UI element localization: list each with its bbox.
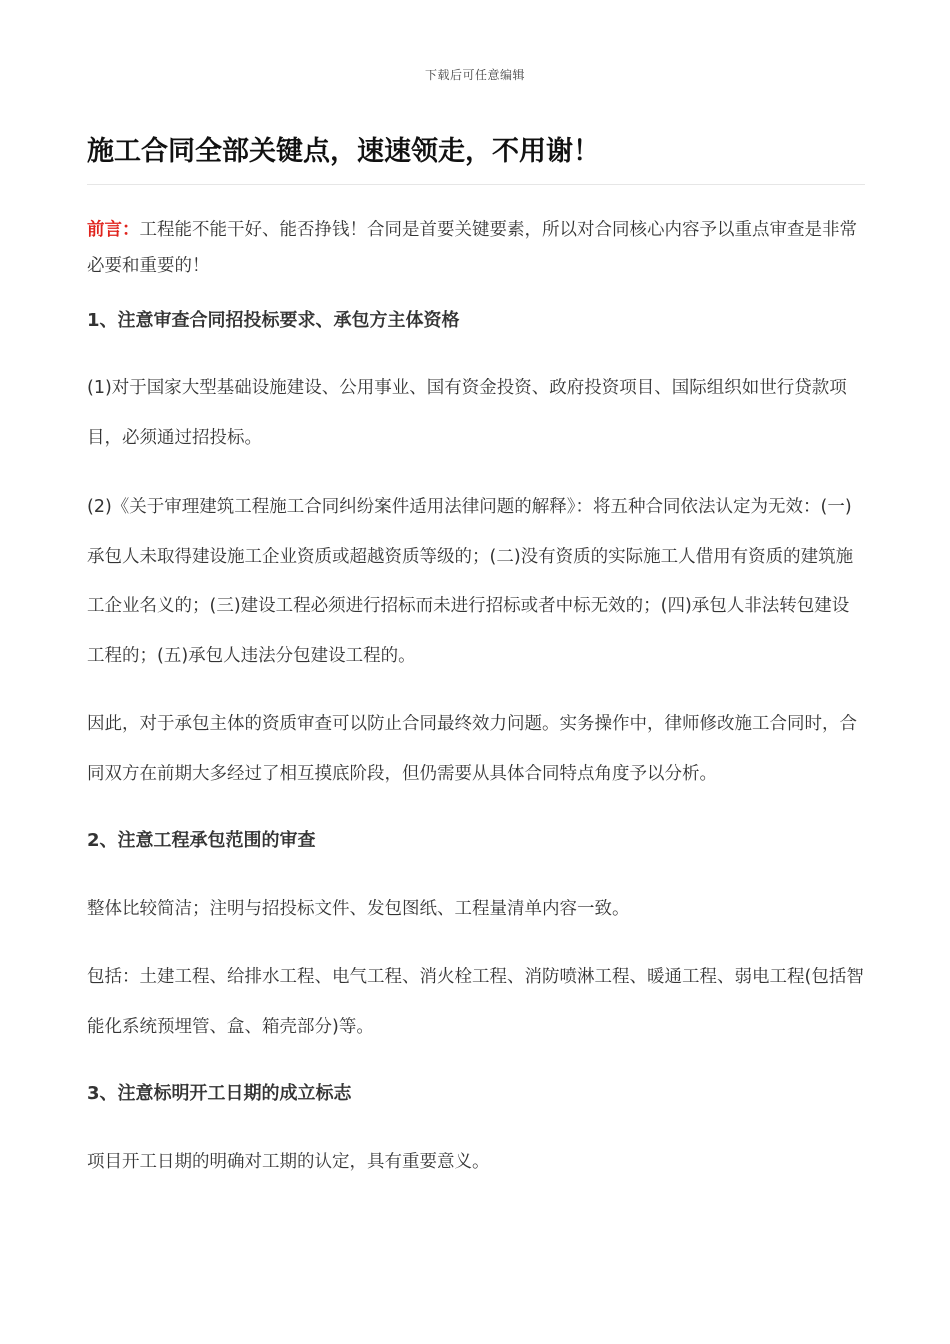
section-1-paragraph-1: (1)对于国家大型基础设施建设、公用事业、国有资金投资、政府投资项目、国际组织如世行贷款项目，必须通过招投标。: [87, 378, 847, 448]
section-3-paragraph-1: 项目开工日期的明确对工期的认定，具有重要意义。: [87, 1152, 490, 1172]
preface-text: 工程能不能干好、能否挣钱！合同是首要关键要素，所以对合同核心内容予以重点审查是非常必要和重要的！: [87, 220, 857, 276]
section-1-paragraph-2: (2)《关于审理建筑工程施工合同纠纷案件适用法律问题的解释》：将五种合同依法认定为无效：(一)承包人未取得建设施工企业资质或超越资质等级的；(二)没有资质的实际施工人借用有资质的建筑施工企业名义的；(三)建设工程必须进行招标而未进行招标或者中标无效的；(四)承包人非法转包建设工程的；(五)承包人违法分包建设工程的。: [87, 497, 854, 666]
section-2-paragraph-1: 整体比较简洁；注明与招投标文件、发包图纸、工程量清单内容一致。: [87, 899, 630, 919]
preface-label: 前言：: [87, 220, 140, 240]
section-2-heading: 2、注意工程承包范围的审查: [87, 830, 316, 851]
preface-paragraph: [87, 212, 865, 284]
section-1-paragraph-3: 因此，对于承包主体的资质审查可以防止合同最终效力问题。实务操作中，律师修改施工合同时，合同双方在前期大多经过了相互摸底阶段，但仍需要从具体合同特点角度予以分析。: [87, 714, 857, 784]
title-divider: [87, 184, 865, 185]
section-2-paragraph-2: 包括：土建工程、给排水工程、电气工程、消火栓工程、消防喷淋工程、暖通工程、弱电工程(包括智能化系统预埋管、盒、箱壳部分)等。: [87, 967, 864, 1037]
article-title: 施工合同全部关键点，速速领走，不用谢！: [87, 136, 600, 167]
page-header-note: 下载后可任意编辑: [424, 68, 525, 82]
section-3-heading: 3、注意标明开工日期的成立标志: [87, 1083, 352, 1104]
section-1-heading: 1、注意审查合同招投标要求、承包方主体资格: [87, 310, 460, 331]
